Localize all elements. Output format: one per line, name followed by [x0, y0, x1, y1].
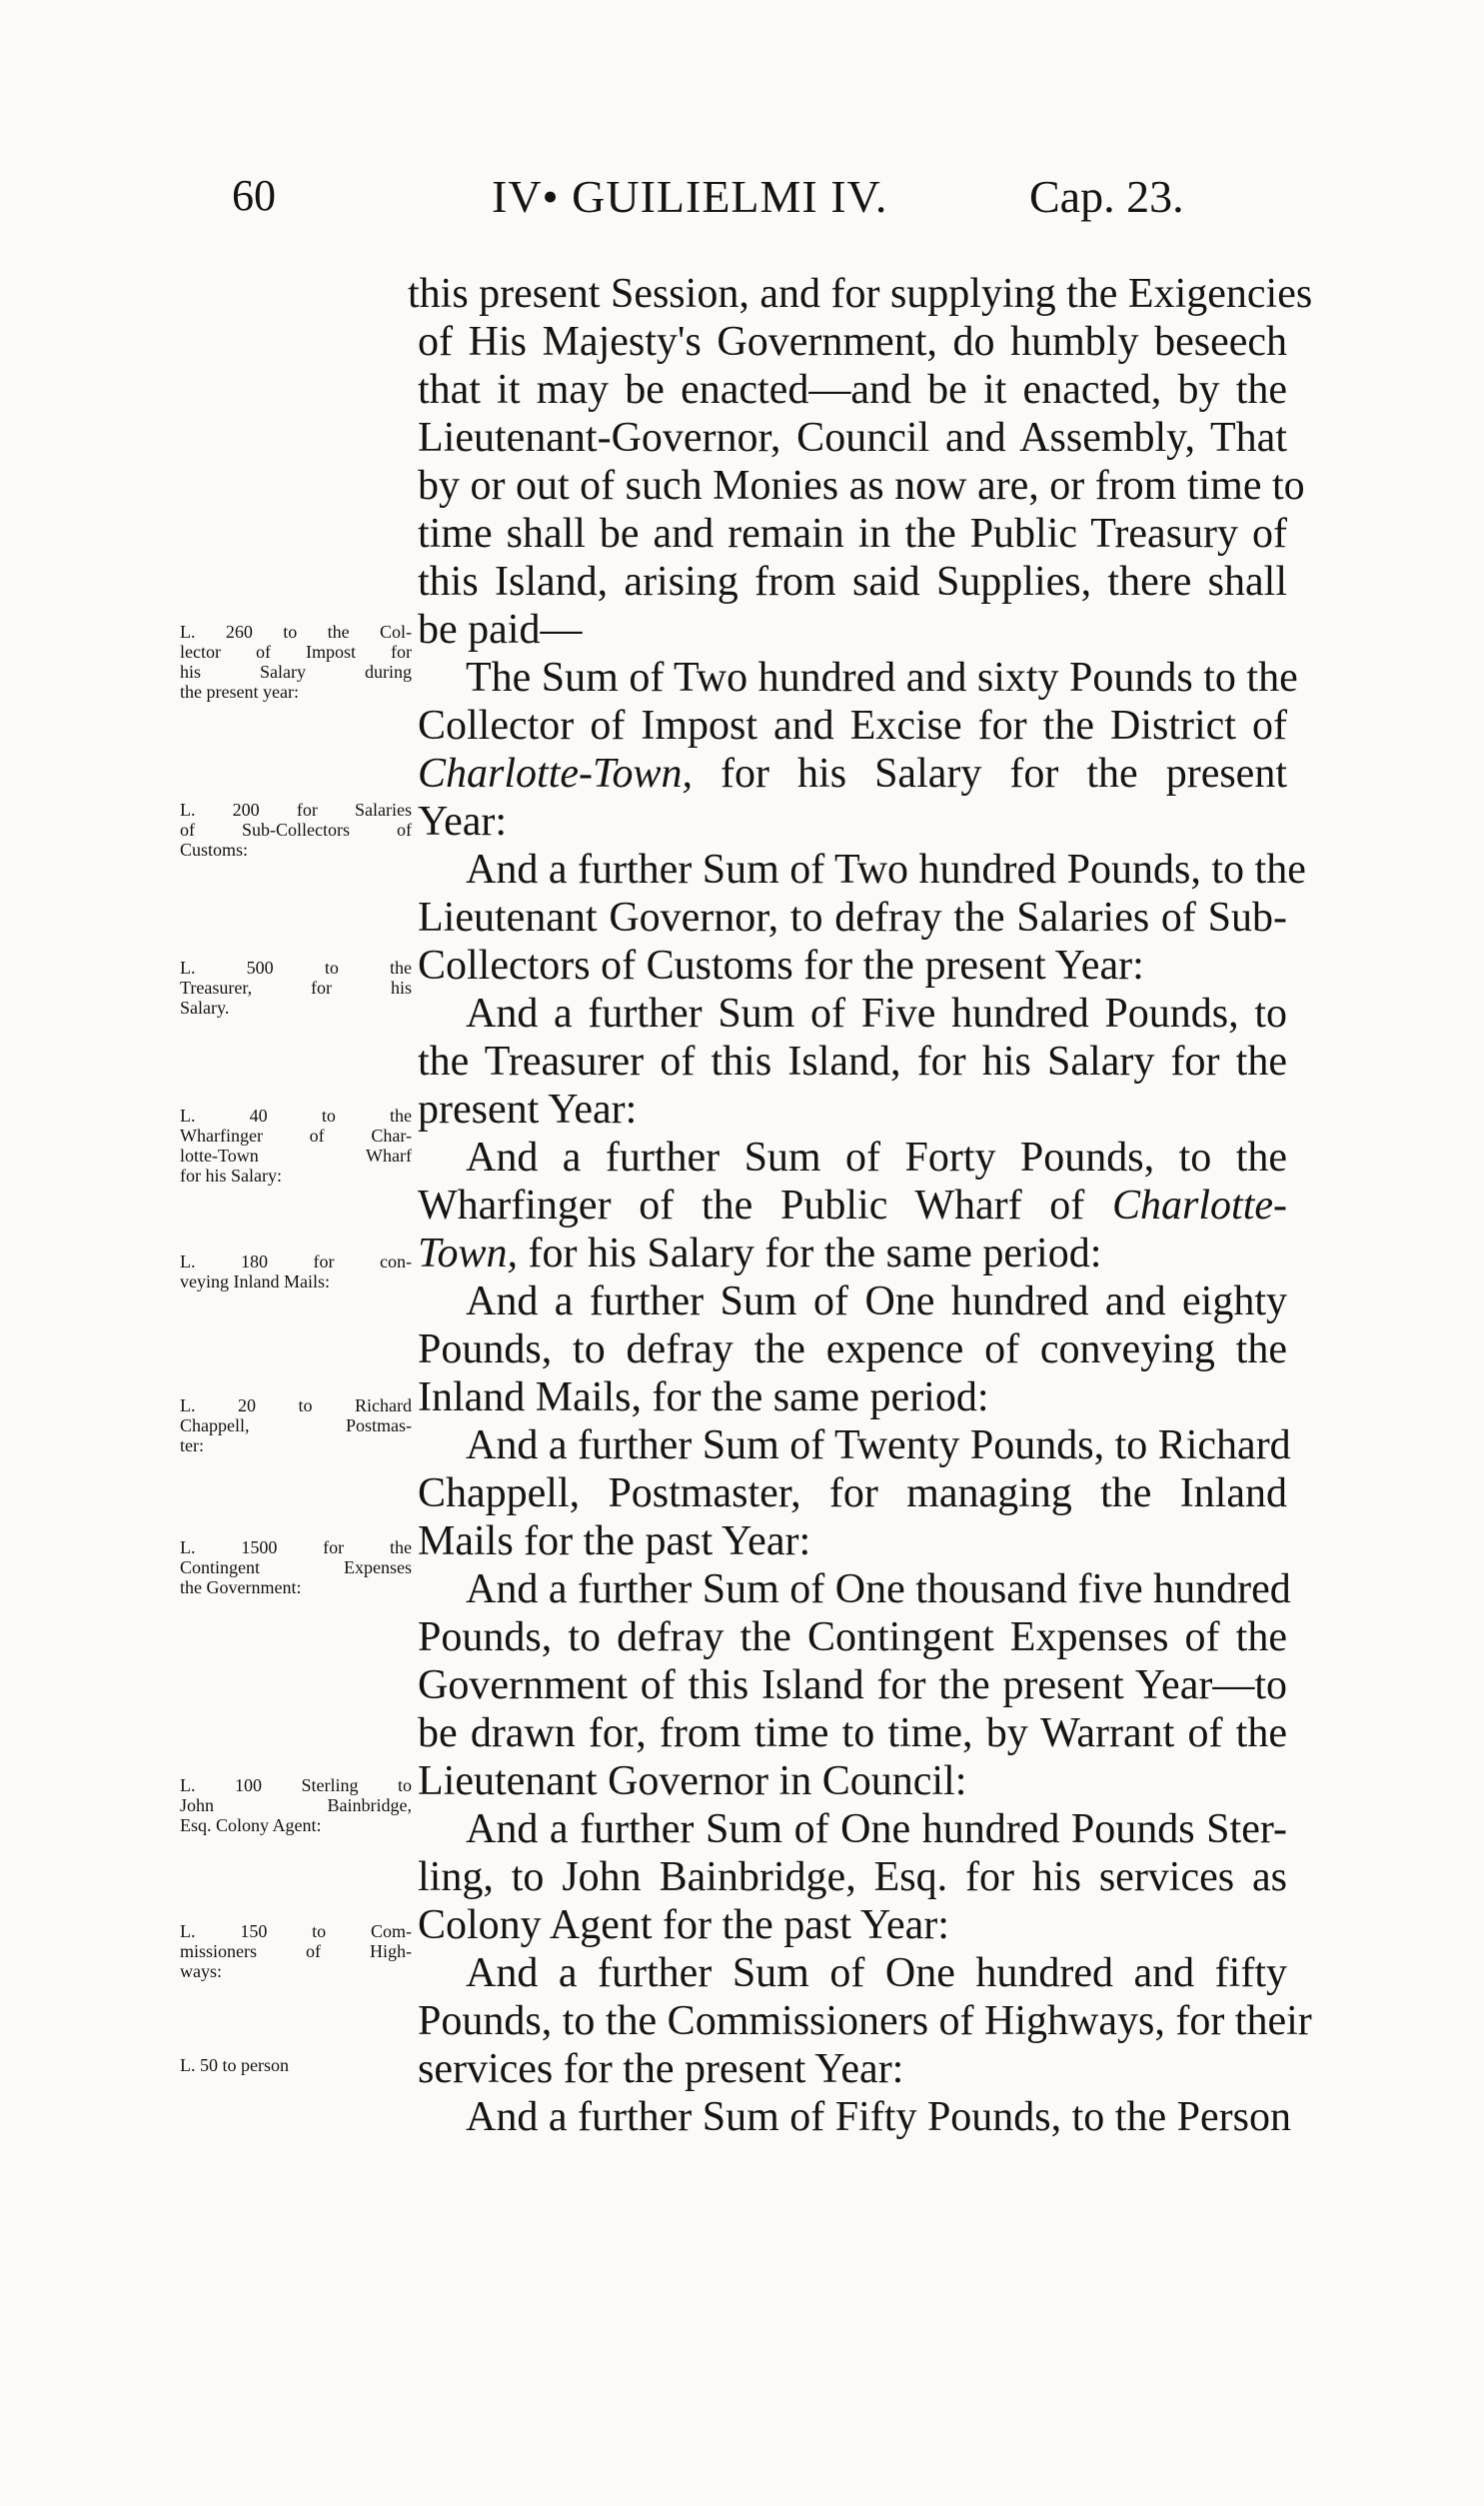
body-line: And a further Sum of One hundred Pounds Ster- [466, 1806, 1287, 1852]
body-line: that it may be enacted—and be it enacted, by the [418, 367, 1287, 413]
body-line: Inland Mails, for the same period: [418, 1374, 989, 1420]
marginal-note-line: veying Inland Mails: [180, 1271, 330, 1291]
header-title: IV• GUILIELMI IV. [492, 171, 888, 222]
marginal-note-line: L. 260 to the Col- [180, 622, 412, 642]
marginal-note-line: Salary. [180, 998, 230, 1018]
body-line: be paid— [418, 607, 583, 653]
body-line: Year: [418, 799, 508, 845]
body-line: the Treasurer of this Island, for his Salary for the [418, 1039, 1287, 1085]
body-line: Collector of Impost and Excise for the District of [418, 703, 1287, 749]
marginal-note-line: Contingent Expenses [180, 1557, 412, 1577]
marginal-note-line: L. 1500 for the [180, 1537, 412, 1557]
running-header [0, 170, 1484, 230]
marginal-note-line: for his Salary: [180, 1166, 282, 1186]
marginal-note [180, 1775, 412, 1835]
body-line: ling, to John Bainbridge, Esq. for his services as [418, 1854, 1287, 1900]
body-line: And a further Sum of Two hundred Pounds, to the [466, 847, 1306, 893]
body-line: Lieutenant Governor, to defray the Salaries of Sub- [418, 895, 1287, 941]
marginal-note-line: the Government: [180, 1577, 302, 1597]
body-line: Lieutenant Governor in Council: [418, 1758, 967, 1804]
body-line: And a further Sum of Twenty Pounds, to Richard [466, 1422, 1291, 1468]
marginal-note [180, 2055, 412, 2075]
marginal-note-line: missioners of High- [180, 1941, 412, 1961]
marginal-note-line: L. 200 for Salaries [180, 800, 412, 820]
marginal-note-line: Chappell, Postmas- [180, 1415, 412, 1435]
body-line: present Year: [418, 1087, 638, 1133]
body-line: of His Majesty's Government, do humbly beseech [418, 319, 1287, 365]
body-line: And a further Sum of One hundred and eighty [466, 1278, 1287, 1324]
marginal-note [180, 1395, 412, 1455]
body-line: Pounds, to defray the Contingent Expenses of the [418, 1614, 1287, 1660]
body-line: this present Session, and for supplying the Exigencies [408, 271, 1313, 317]
marginal-note-line: the present year: [180, 682, 299, 702]
body-line: And a further Sum of Fifty Pounds, to the Person [466, 2094, 1291, 2140]
marginal-note-line: of Sub-Collectors of [180, 820, 412, 840]
body-line: Lieutenant-Governor, Council and Assembly, That [418, 415, 1287, 461]
marginal-note [180, 958, 412, 1018]
marginal-note-line: L. 20 to Richard [180, 1395, 412, 1415]
body-line: And a further Sum of One thousand five hundred [466, 1566, 1291, 1612]
marginal-note-line: John Bainbridge, [180, 1795, 412, 1815]
marginal-note-line: his Salary during [180, 662, 412, 682]
marginal-note-line: L. 100 Sterling to [180, 1775, 412, 1795]
body-line: Wharfinger of the Public Wharf of Charlotte- [418, 1183, 1287, 1229]
marginal-note-line: ways: [180, 1961, 222, 1981]
body-line: The Sum of Two hundred and sixty Pounds to the [466, 655, 1298, 701]
marginal-note-line: L. 180 for con- [180, 1252, 412, 1271]
body-line: Pounds, to the Commissioners of Highways, for their [418, 1998, 1312, 2044]
body-line: Collectors of Customs for the present Year: [418, 943, 1144, 989]
marginal-note-line: L. 40 to the [180, 1106, 412, 1126]
marginal-note-line: lector of Impost for [180, 642, 412, 662]
body-line: And a further Sum of One hundred and fifty [466, 1950, 1287, 1996]
body-line: Government of this Island for the present Year—to [418, 1662, 1287, 1708]
page-number: 60 [232, 171, 276, 220]
marginal-note-line: ter: [180, 1435, 204, 1455]
body-line: Colony Agent for the past Year: [418, 1902, 949, 1948]
marginal-note-line: Customs: [180, 840, 249, 860]
marginal-note-line: L. 500 to the [180, 958, 412, 978]
body-line: Mails for the past Year: [418, 1518, 811, 1564]
marginal-note [180, 1106, 412, 1186]
marginal-note [180, 1252, 412, 1291]
body-line: by or out of such Monies as now are, or from time to [418, 463, 1305, 509]
body-line: be drawn for, from time to time, by Warrant of the [418, 1710, 1287, 1756]
marginal-note [180, 622, 412, 702]
marginal-note-line: Esq. Colony Agent: [180, 1815, 322, 1835]
body-line: services for the present Year: [418, 2046, 904, 2092]
marginal-note-line: lotte-Town Wharf [180, 1146, 412, 1166]
chapter-label: Cap. 23. [1029, 171, 1184, 222]
marginal-note-line: Wharfinger of Char- [180, 1126, 412, 1146]
marginal-note [180, 800, 412, 860]
body-line: Town, for his Salary for the same period: [418, 1231, 1102, 1276]
body-line: And a further Sum of Five hundred Pounds, to [466, 991, 1287, 1037]
body-line: time shall be and remain in the Public Treasury of [418, 511, 1287, 557]
body-line: this Island, arising from said Supplies, there shall [418, 559, 1287, 605]
body-line: Charlotte-Town, for his Salary for the present [418, 751, 1287, 797]
body-line: Pounds, to defray the expence of conveying the [418, 1326, 1287, 1372]
marginal-note-line: Treasurer, for his [180, 978, 412, 998]
marginal-note [180, 1537, 412, 1597]
body-line: And a further Sum of Forty Pounds, to the [466, 1135, 1287, 1181]
marginal-note [180, 1921, 412, 1981]
marginal-note-line: L. 50 to person [180, 2055, 289, 2075]
body-line: Chappell, Postmaster, for managing the Inland [418, 1470, 1287, 1516]
marginal-note-line: L. 150 to Com- [180, 1921, 412, 1941]
